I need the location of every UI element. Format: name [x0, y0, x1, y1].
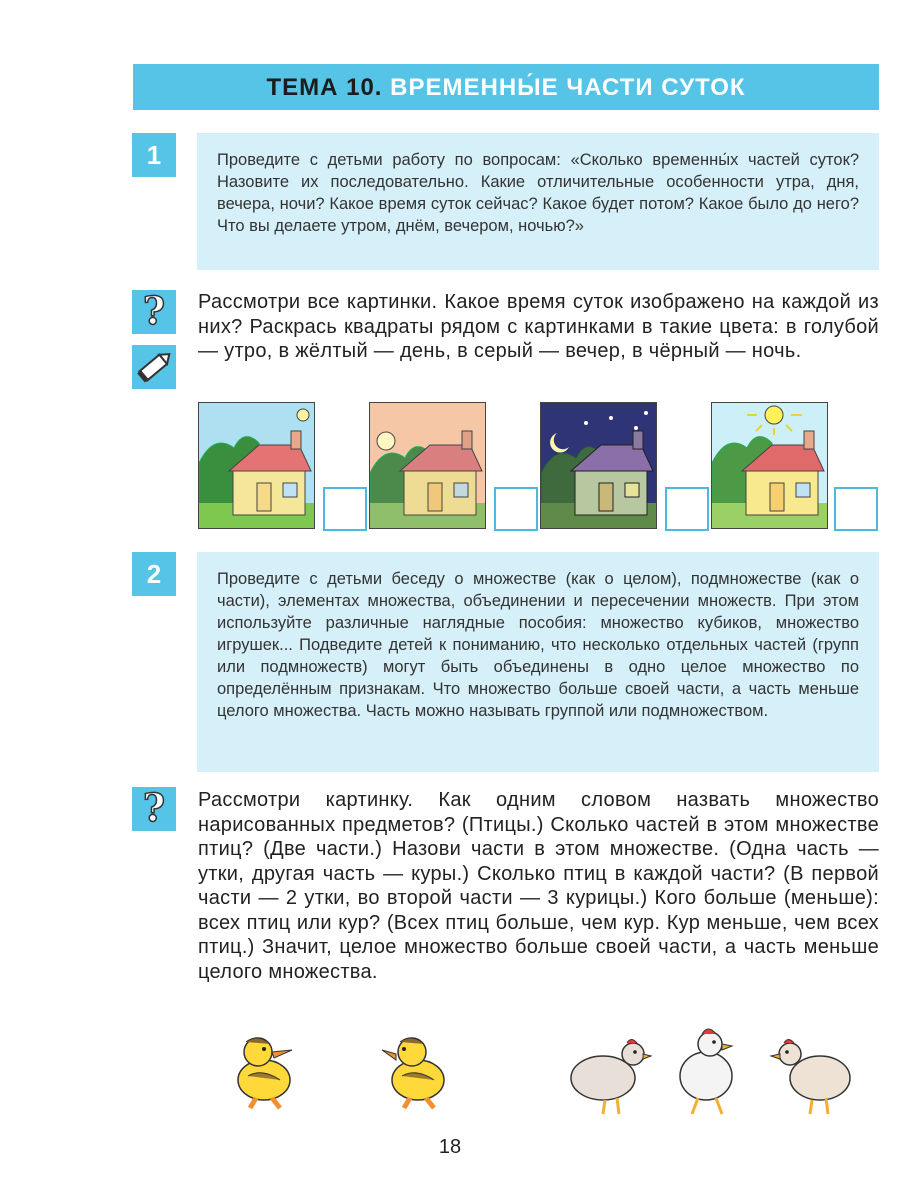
task-2-text: [198, 788, 879, 984]
hen-3: [768, 1028, 858, 1123]
teacher-note-2: [197, 552, 879, 772]
hen-2: [660, 1022, 750, 1123]
section-number-1: 1: [132, 133, 176, 177]
teacher-note-1-text: Проведите с детьми работу по вопросам: «Сколько временны́х частей суток? Назовите их последовательно. Какие отличительные особенности утра, дня, вечера, ночи? Какое время суток сейчас? Какое будет потом? Какое было до него? Что вы делаете утром, днём, вечером, ночью?»: [217, 151, 859, 235]
page-title: [133, 74, 879, 102]
picture-day: [711, 402, 828, 529]
topic-title: ВРЕМЕННЫ́Е ЧАСТИ СУТОК: [390, 74, 746, 101]
task-2-paragraph: Рассмотри картинку. Как одним словом назвать множество нарисованных предметов? (Птицы.) Сколько частей в этом множестве птиц? (Две части.) Назови части в этом множестве. (Одна часть — утки, другая часть — куры.) Сколько птиц в каждой части? (В первой части — 2 утки, во второй части — 3 курицы.) Кого больше (меньше): всех птиц или кур? (Всех птиц больше, чем кур. Кур меньше, чем всех птиц.) Значит, целое множество больше своей части, а часть меньше целого множества.: [198, 789, 879, 983]
task-1-paragraph: Рассмотри все картинки. Какое время суток изображено на каждой из них? Раскрась квадраты рядом с картинками в такие цвета: в голубой — утро, в жёлтый — день, в серый — вечер, в чёрный — ночь.: [198, 291, 879, 362]
color-square-3[interactable]: [665, 487, 709, 531]
duckling-2: [380, 1028, 460, 1118]
color-square-1[interactable]: [323, 487, 367, 531]
page-number: 18: [438, 1136, 462, 1158]
topic-number: ТЕМА 10.: [266, 74, 383, 101]
teacher-note-2-text: Проведите с детьми беседу о множестве (как о целом), подмножестве (как о части), элементах множества, объединении и пересечении множеств. При этом используйте различные наглядные пособия: множество кубиков, множество игрушек... Подведите детей к пониманию, что несколько отдельных частей (групп или подмножеств) могут быть объединены в одно целое множество по определённым признакам. Что множество больше своей части, а часть меньше целого множества. Часть можно называть группой или подмножеством.: [217, 570, 859, 720]
picture-night: [540, 402, 657, 529]
topic-header: [133, 64, 879, 110]
task-1-text: [198, 290, 879, 364]
color-square-4[interactable]: [834, 487, 878, 531]
hen-1: [565, 1028, 655, 1123]
picture-evening: [369, 402, 486, 529]
section-number-2: 2: [132, 552, 176, 596]
color-square-2[interactable]: [494, 487, 538, 531]
teacher-note-1: [197, 133, 879, 270]
picture-morning: [198, 402, 315, 529]
duckling-1: [228, 1028, 308, 1118]
question-icon: ?: [132, 290, 176, 334]
pencil-icon: [132, 345, 176, 389]
question-icon-2: ?: [132, 787, 176, 831]
